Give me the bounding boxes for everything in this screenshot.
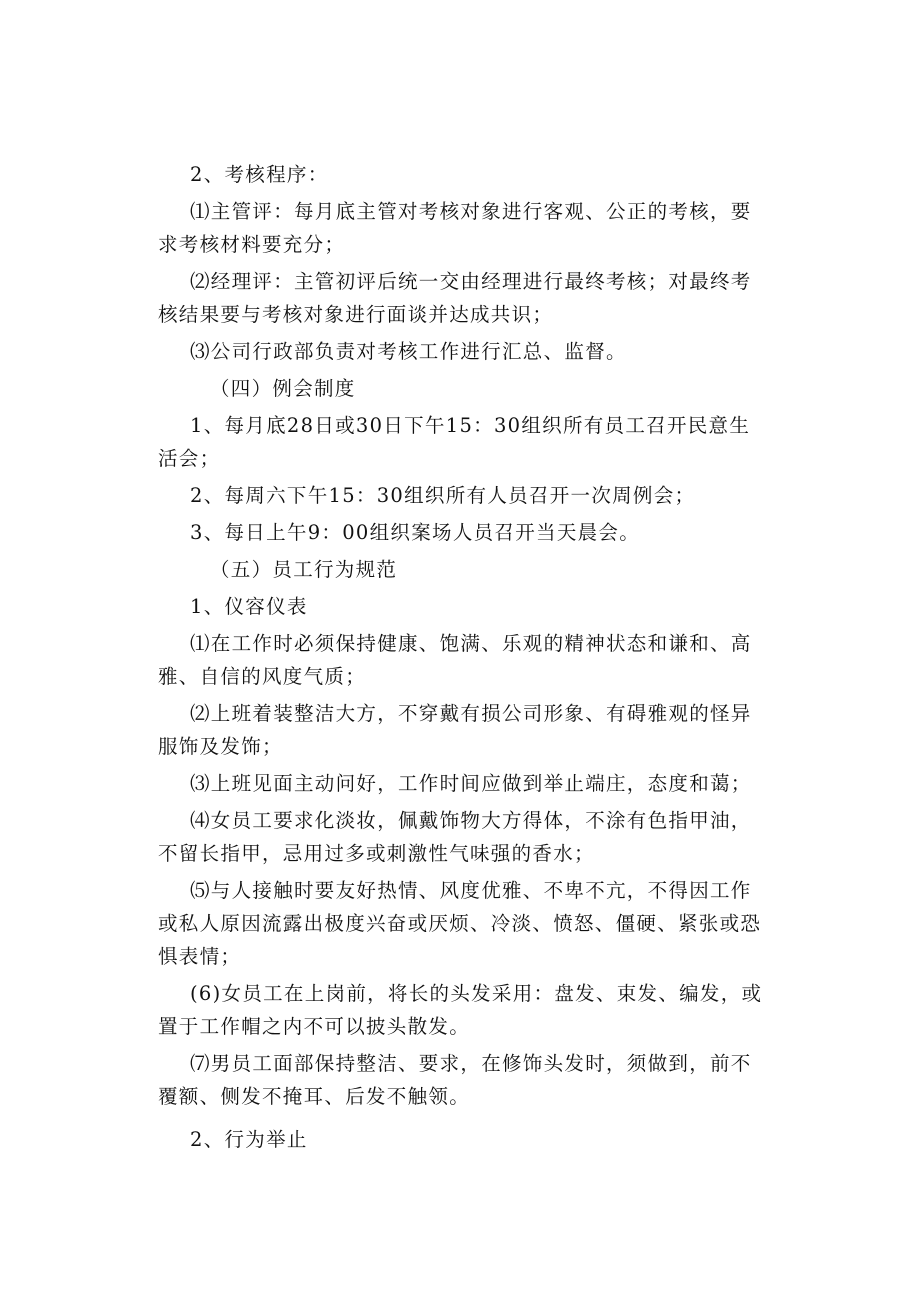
paragraph-admin-summary: ⑶公司行政部负责对考核工作进行汇总、监督。 bbox=[190, 340, 627, 363]
paragraph-manager-review: ⑵经理评：主管初评后统一交由经理进行最终考核；对最终考核结果要与考核对象进行面谈并达成共识； bbox=[158, 270, 752, 326]
paragraph-appearance-heading: 1、仪容仪表 bbox=[190, 595, 308, 618]
paragraph-appearance-6: (6)女员工在上岗前，将长的头发采用：盘发、束发、编发，或置于工作帽之内不可以披头散发。 bbox=[158, 982, 763, 1038]
paragraph-behavior-heading: 2、行为举止 bbox=[190, 1128, 308, 1151]
paragraph-monthly-meeting: 1、每月底28日或30日下午15：30组织所有员工召开民意生活会； bbox=[158, 414, 751, 470]
paragraph-appearance-1: ⑴在工作时必须保持健康、饱满、乐观的精神状态和谦和、高雅、自信的风度气质； bbox=[158, 632, 752, 688]
section-heading-meeting-system: （四）例会制度 bbox=[210, 377, 356, 400]
paragraph-appearance-3: ⑶上班见面主动问好，工作时间应做到举止端庄，态度和蔼； bbox=[190, 772, 752, 795]
paragraph-weekly-meeting: 2、每周六下午15：30组织所有人员召开一次周例会； bbox=[190, 484, 696, 507]
section-heading-conduct-standards: （五）员工行为规范 bbox=[210, 558, 398, 581]
paragraph-supervisor-review: ⑴主管评：每月底主管对考核对象进行客观、公正的考核，要求考核材料要充分； bbox=[158, 200, 752, 256]
paragraph-daily-meeting: 3、每日上午9：00组织案场人员召开当天晨会。 bbox=[190, 521, 641, 544]
paragraph-appearance-2: ⑵上班着装整洁大方，不穿戴有损公司形象、有碍雅观的怪异服饰及发饰； bbox=[158, 702, 752, 758]
document-body bbox=[158, 158, 768, 1160]
paragraph-appearance-4: ⑷女员工要求化淡妆，佩戴饰物大方得体，不涂有色指甲油，不留长指甲，忌用过多或刺激性气味强的香水； bbox=[158, 809, 752, 865]
paragraph-appearance-5: ⑸与人接触时要友好热情、风度优雅、不卑不亢，不得因工作或私人原因流露出极度兴奋或厌烦、冷淡、愤怒、僵硬、紧张或恐惧表情； bbox=[158, 879, 762, 968]
paragraph-assessment-procedure-heading: 2、考核程序： bbox=[190, 163, 329, 186]
paragraph-appearance-7: ⑺男员工面部保持整洁、要求，在修饰头发时，须做到，前不覆额、侧发不掩耳、后发不触领。 bbox=[158, 1052, 752, 1108]
